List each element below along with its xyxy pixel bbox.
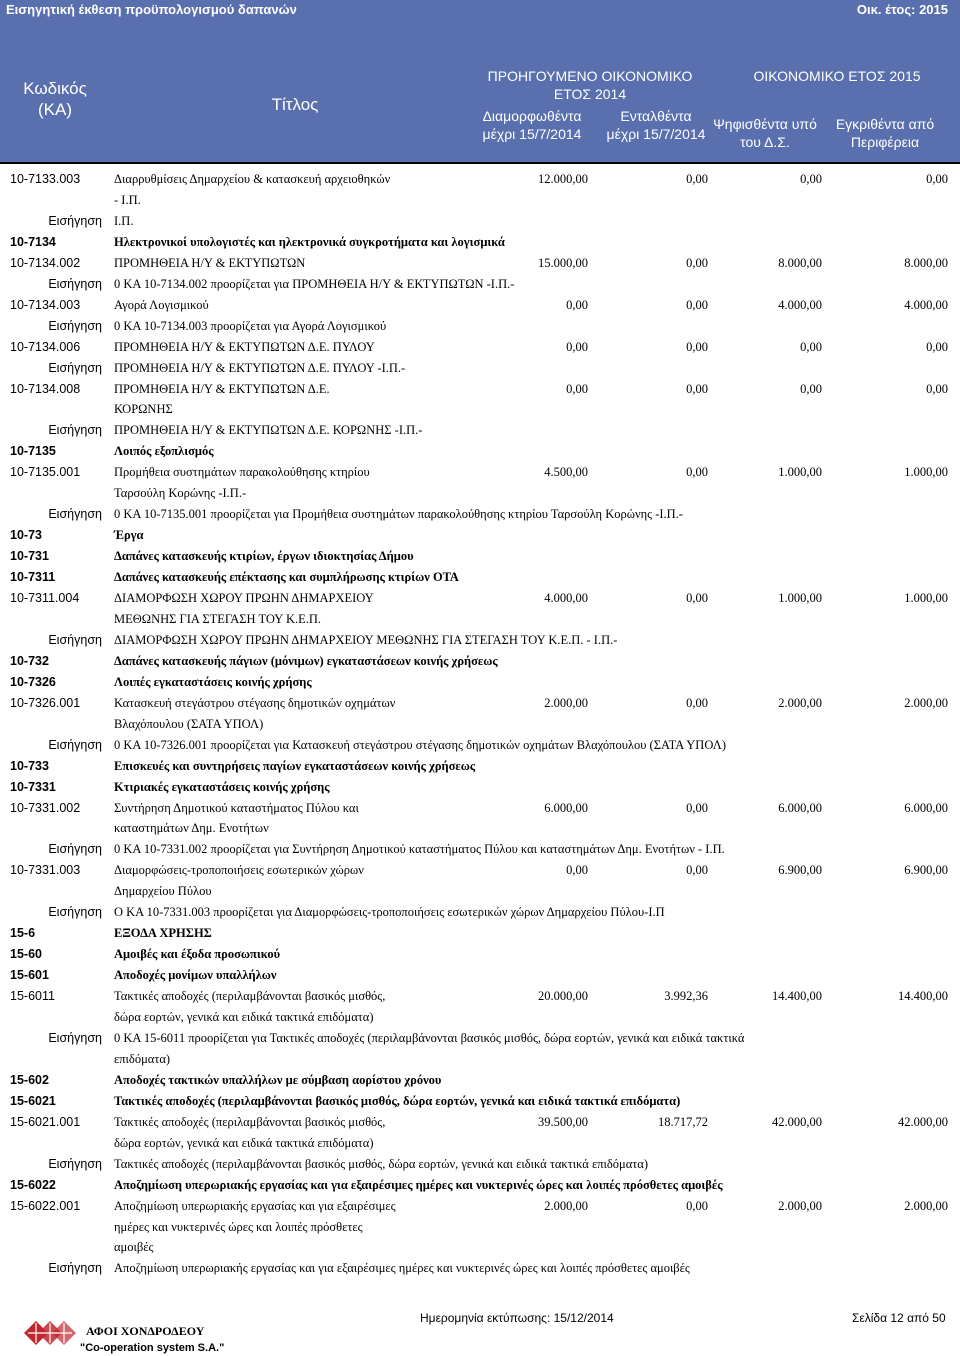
row-description: 0 ΚΑ 10-7326.001 προορίζεται για Κατασκευή στεγάστρου στέγασης δημοτικών οχημάτων Βλαχόπουλου (ΣΑΤΑ ΥΠΟΛ) (114, 737, 726, 752)
header-current-year: ΟΙΚΟΝΟΜΙΚΟ ΕΤΟΣ 2015 (753, 68, 921, 84)
row-description: Δημαρχείου Πύλου (114, 884, 212, 899)
row-description: ΚΟΡΩΝΗΣ (114, 402, 173, 417)
row-code: 15-6022 (10, 1177, 56, 1192)
table-row (0, 1155, 960, 1175)
table-row (0, 442, 960, 462)
row-description: 0 ΚΑ 10-7134.002 προορίζεται για ΠΡΟΜΗΘΕΙΑ Η/Υ & ΕΚΤΥΠΩΤΩΝ -Ι.Π.- (114, 276, 515, 291)
table-row (0, 547, 960, 567)
row-ordered-value: 0,00 (686, 172, 708, 186)
row-approved-value: 6.900,00 (904, 863, 948, 878)
row-description: Δαπάνες κατασκευής κτιρίων, έργων ιδιοκτησίας Δήμου (114, 549, 414, 564)
row-code: 10-7331.002 (10, 800, 81, 815)
print-date: Ημερομηνία εκτύπωσης: 15/12/2014 (420, 1311, 614, 1325)
row-description: Προμήθεια συστημάτων παρακολούθησης κτηρίου (114, 465, 370, 480)
table-row (0, 840, 960, 860)
table-row (0, 317, 960, 337)
row-description: Τακτικές αποδοχές (περιλαμβάνονται βασικός μισθός, (114, 1114, 386, 1129)
row-description: Τακτικές αποδοχές (περιλαμβάνονται βασικός μισθός, (114, 989, 386, 1004)
row-description: δώρα εορτών, γενικά και ειδικά τακτικά επιδόματα) (114, 1010, 374, 1024)
row-code: 10-7133.003 (10, 172, 81, 186)
row-ordered-value: 0,00 (686, 800, 708, 815)
table-row (0, 1092, 960, 1112)
table-row (0, 1238, 960, 1258)
row-label: Εισήγηση (48, 276, 102, 291)
row-code: 10-7326 (10, 674, 56, 689)
table-row (0, 296, 960, 316)
row-description: Τακτικές αποδοχές (περιλαμβάνονται βασικός μισθός, δώρα εορτών, γενικά και ειδικά τακτικά επιδόματα) (114, 1093, 681, 1108)
table-row (0, 1050, 960, 1070)
header-code: Κωδικός (ΚΑ) (23, 79, 87, 120)
row-voted-value: 1.000,00 (778, 591, 822, 605)
row-description: 0 ΚΑ 10-7134.003 προορίζεται για Αγορά Λογισμικού (114, 318, 387, 333)
table-row (0, 736, 960, 756)
row-description: Αποδοχές μονίμων υπαλλήλων (114, 968, 277, 983)
table-row (0, 1113, 960, 1133)
table-row (0, 610, 960, 630)
fiscal-year: Οικ. έτος: 2015 (856, 2, 948, 17)
row-code: 10-7134.006 (10, 339, 81, 354)
row-label: Εισήγηση (48, 507, 102, 522)
row-label: Εισήγηση (48, 1030, 102, 1045)
row-label: Εισήγηση (48, 1261, 102, 1276)
table-row (0, 380, 960, 400)
row-ordered-value: 0,00 (686, 381, 708, 396)
row-ordered-value: 0,00 (686, 863, 708, 878)
row-label: Εισήγηση (48, 318, 102, 333)
table-row (0, 1071, 960, 1091)
row-label: Εισήγηση (48, 360, 102, 375)
table-row (0, 1134, 960, 1154)
row-code: 10-7326.001 (10, 695, 81, 710)
row-code: 10-7331 (10, 779, 56, 794)
row-description: Δαπάνες κατασκευής επέκτασης και συμπλήρωσης κτιρίων ΟΤΑ (114, 570, 459, 585)
row-voted-value: 0,00 (800, 172, 822, 186)
row-code: 15-6021.001 (10, 1114, 81, 1129)
row-description: Συντήρηση Δημοτικού καταστήματος Πύλου και (114, 800, 359, 815)
row-approved-value: 0,00 (926, 172, 948, 186)
table-row (0, 1176, 960, 1196)
row-code: 10-7311.004 (10, 591, 80, 605)
row-approved-value: 2.000,00 (904, 695, 948, 710)
row-approved-value: 8.000,00 (904, 255, 948, 270)
row-code: 15-6011 (10, 989, 55, 1004)
row-code: 15-6022.001 (10, 1198, 81, 1213)
table-row (0, 1029, 960, 1049)
header-col-approved: Εγκριθέντα από Περιφέρεια (835, 116, 935, 150)
row-description: Αποζημίωση υπερωριακής εργασίας και για εξαιρέσιμες (114, 1198, 396, 1213)
top-bar (0, 0, 960, 20)
row-label: Εισήγηση (48, 737, 102, 752)
row-description: ΠΡΟΜΗΘΕΙΑ Η/Υ & ΕΚΤΥΠΩΤΩΝ (114, 255, 306, 270)
row-voted-value: 6.900,00 (778, 863, 822, 878)
table-row (0, 673, 960, 693)
row-formed-value: 0,00 (566, 381, 588, 396)
row-code: 10-732 (10, 653, 49, 668)
row-code: 10-73 (10, 528, 42, 543)
table-row (0, 233, 960, 253)
row-description: Ο ΚΑ 10-7331.003 προορίζεται για Διαμορφώσεις-τροποποιήσεις εσωτερικών χώρων Δημαρχείου Πύλου-Ι.Π (114, 905, 665, 920)
row-voted-value: 6.000,00 (778, 800, 822, 815)
row-description: Αποζημίωση υπερωριακής εργασίας και για εξαιρέσιμες ημέρες και νυκτερινές ώρες και λοιπές πρόσθετες αμοιβές (114, 1177, 723, 1192)
row-formed-value: 2.000,00 (544, 1198, 588, 1213)
table-row (0, 757, 960, 777)
table-row (0, 275, 960, 295)
table-row (0, 924, 960, 944)
table-row (0, 463, 960, 483)
table-row (0, 1197, 960, 1217)
table-row (0, 715, 960, 735)
table-row (0, 191, 960, 211)
company-tagline: "Co-operation system S.A." (80, 1342, 225, 1354)
header-prev-year: ΠΡΟΗΓΟΥΜΕΝΟ ΟΙΚΟΝΟΜΙΚΟ ΕΤΟΣ 2014 (487, 68, 693, 102)
table-row (0, 778, 960, 798)
table-row (0, 589, 960, 609)
row-voted-value: 0,00 (800, 339, 822, 354)
row-description: ΠΡΟΜΗΘΕΙΑ Η/Υ & ΕΚΤΥΠΩΤΩΝ Δ.Ε. ΠΥΛΟΥ (114, 339, 375, 354)
row-voted-value: 42.000,00 (772, 1114, 822, 1129)
table-row (0, 945, 960, 965)
row-description: Αποδοχές τακτικών υπαλλήλων με σύμβαση αορίστου χρόνου (114, 1072, 442, 1087)
row-code: 10-7135 (10, 444, 56, 459)
row-description: - Ι.Π. (114, 192, 141, 207)
row-approved-value: 1.000,00 (904, 591, 948, 605)
row-label: Εισήγηση (48, 905, 102, 920)
table-row (0, 505, 960, 525)
row-description: Ηλεκτρονικοί υπολογιστές και ηλεκτρονικά συγκροτήματα και λογισμικά (114, 234, 505, 249)
row-formed-value: 0,00 (566, 339, 588, 354)
page-number: Σελίδα 12 από 50 (852, 1311, 946, 1325)
row-description: ΠΡΟΜΗΘΕΙΑ Η/Υ & ΕΚΤΥΠΩΤΩΝ Δ.Ε. ΚΟΡΩΝΗΣ -Ι.Π.- (114, 423, 423, 438)
row-description: Βλαχόπουλου (ΣΑΤΑ ΥΠΟΛ) (114, 716, 264, 731)
row-description: 0 ΚΑ 10-7331.002 προορίζεται για Συντήρηση Δημοτικού καταστήματος Πύλου και καταστημάτων Δημ. Ενοτήτων - Ι.Π. (114, 842, 725, 857)
row-voted-value: 0,00 (800, 381, 822, 396)
table-row (0, 882, 960, 902)
row-ordered-value: 0,00 (686, 695, 708, 710)
row-description: ΔΙΑΜΟΡΦΩΣΗ ΧΩΡΟΥ ΠΡΩΗΝ ΔΗΜΑΡΧΕΙΟΥ (114, 591, 374, 605)
report-title: Εισηγητική έκθεση προϋπολογισμού δαπανών (6, 2, 297, 17)
table-row (0, 1218, 960, 1238)
row-code: 10-731 (10, 549, 49, 564)
table-row (0, 484, 960, 504)
row-description: Δαπάνες κατασκευής πάγιων (μόνιμων) εγκαταστάσεων κοινής χρήσεως (114, 653, 498, 668)
row-description: Αποζημίωση υπερωριακής εργασίας και για εξαιρέσιμες ημέρες και νυκτερινές ώρες και λοιπές πρόσθετες αμοιβές (114, 1261, 690, 1276)
table-row (0, 819, 960, 839)
row-description: Κτιριακές εγκαταστάσεις κοινής χρήσης (114, 779, 330, 794)
row-code: 10-7134.003 (10, 297, 81, 312)
row-description: ΠΡΟΜΗΘΕΙΑ Η/Υ & ΕΚΤΥΠΩΤΩΝ Δ.Ε. (114, 381, 330, 396)
row-code: 10-7134.008 (10, 381, 81, 396)
row-code: 15-601 (10, 968, 49, 983)
row-description: Ταρσούλη Κορώνης -Ι.Π.- (114, 486, 247, 501)
table-row (0, 212, 960, 232)
header-col-ordered: Ενταλθέντα μέχρι 15/7/2014 (606, 108, 706, 142)
row-approved-value: 1.000,00 (904, 465, 948, 480)
row-description: ΠΡΟΜΗΘΕΙΑ Η/Υ & ΕΚΤΥΠΩΤΩΝ Δ.Ε. ΠΥΛΟΥ -Ι.Π.- (114, 360, 406, 375)
row-formed-value: 20.000,00 (538, 989, 588, 1004)
row-description: Έργα (114, 528, 144, 543)
table-row (0, 170, 960, 190)
row-description: Επισκευές και συντηρήσεις παγίων εγκαταστάσεων κοινής χρήσεως (114, 758, 476, 773)
table-row (0, 799, 960, 819)
row-description: Διαμορφώσεις-τροποποιήσεις εσωτερικών χώρων (114, 863, 364, 878)
row-code: 10-7135.001 (10, 465, 81, 480)
header-divider (0, 162, 960, 164)
table-row (0, 526, 960, 546)
row-description: Αγορά Λογισμικού (114, 297, 209, 312)
row-ordered-value: 0,00 (686, 465, 708, 480)
table-row (0, 903, 960, 923)
table-row (0, 652, 960, 672)
row-description: αμοιβές (114, 1240, 154, 1255)
row-approved-value: 0,00 (926, 381, 948, 396)
table-row (0, 1008, 960, 1028)
table-row (0, 987, 960, 1007)
row-voted-value: 8.000,00 (778, 255, 822, 270)
row-code: 15-6021 (10, 1093, 56, 1108)
row-voted-value: 4.000,00 (778, 297, 822, 312)
row-description: δώρα εορτών, γενικά και ειδικά τακτικά επιδόματα) (114, 1135, 374, 1150)
table-row (0, 694, 960, 714)
header-col-formed: Διαμορφωθέντα μέχρι 15/7/2014 (482, 108, 582, 142)
row-description: ημέρες και νυκτερινές ώρες και λοιπές πρόσθετες (114, 1219, 363, 1234)
table-header (0, 20, 960, 162)
row-code: 10-7134.002 (10, 255, 81, 270)
table-row (0, 1259, 960, 1279)
row-code: 10-7311 (10, 570, 56, 585)
row-formed-value: 2.000,00 (544, 695, 588, 710)
row-formed-value: 6.000,00 (544, 800, 588, 815)
table-row (0, 254, 960, 274)
row-voted-value: 2.000,00 (778, 695, 822, 710)
row-ordered-value: 0,00 (686, 1198, 708, 1213)
row-approved-value: 2.000,00 (904, 1198, 948, 1213)
row-code: 10-7134 (10, 234, 56, 249)
row-approved-value: 42.000,00 (898, 1114, 948, 1129)
row-description: καταστημάτων Δημ. Ενοτήτων (114, 821, 269, 836)
row-description: Τακτικές αποδοχές (περιλαμβάνονται βασικός μισθός, δώρα εορτών, γενικά και ειδικά τακτικά επιδόματα) (114, 1156, 648, 1171)
table-row (0, 400, 960, 420)
row-ordered-value: 0,00 (686, 339, 708, 354)
row-code: 15-60 (10, 947, 42, 962)
row-voted-value: 2.000,00 (778, 1198, 822, 1213)
row-code: 15-6 (10, 926, 36, 941)
row-description: Κατασκευή στεγάστρου στέγασης δημοτικών οχημάτων (114, 695, 396, 710)
row-approved-value: 4.000,00 (904, 297, 948, 312)
row-description: Λοιπές εγκαταστάσεις κοινής χρήσης (114, 674, 312, 689)
table-row (0, 568, 960, 588)
row-formed-value: 12.000,00 (538, 172, 588, 186)
row-label: Εισήγηση (48, 1156, 102, 1171)
row-voted-value: 1.000,00 (778, 465, 822, 480)
row-description: ΜΕΘΩΝΗΣ ΓΙΑ ΣΤΕΓΑΣΗ ΤΟΥ Κ.Ε.Π. (114, 611, 322, 626)
row-formed-value: 39.500,00 (538, 1114, 588, 1129)
row-description: επιδόματα) (114, 1051, 171, 1066)
table-row (0, 359, 960, 379)
row-description: 0 ΚΑ 10-7135.001 προορίζεται για Προμήθεια συστημάτων παρακολούθησης κτηρίου Ταρσούλη Κορώνης -Ι.Π.- (114, 507, 683, 522)
row-formed-value: 0,00 (566, 297, 588, 312)
row-approved-value: 6.000,00 (904, 800, 948, 815)
table-row (0, 861, 960, 881)
header-title: Τίτλος (271, 95, 319, 114)
header-col-voted: Ψηφισθέντα υπό του Δ.Σ. (713, 116, 817, 150)
row-ordered-value: 0,00 (686, 297, 708, 312)
row-code: 15-602 (10, 1072, 49, 1087)
row-description: Αμοιβές και έξοδα προσωπικού (114, 947, 281, 962)
row-approved-value: 0,00 (926, 339, 948, 354)
row-voted-value: 14.400,00 (772, 989, 822, 1004)
row-formed-value: 0,00 (566, 863, 588, 878)
table-row (0, 966, 960, 986)
row-code: 10-7331.003 (10, 863, 81, 878)
row-formed-value: 4.500,00 (544, 465, 588, 480)
row-description: 0 ΚΑ 15-6011 προορίζεται για Τακτικές αποδοχές (περιλαμβάνονται βασικός μισθός, δώρα εορτών, γενικά και ειδικά τακτικά (114, 1030, 745, 1045)
row-ordered-value: 3.992,36 (664, 989, 708, 1004)
row-formed-value: 15.000,00 (538, 255, 588, 270)
row-formed-value: 4.000,00 (544, 591, 588, 605)
row-description: Διαρρυθμίσεις Δημαρχείου & κατασκευή αρχειοθηκών (114, 172, 391, 186)
row-description: Λοιπός εξοπλισμός (114, 444, 214, 459)
row-description: ΔΙΑΜΟΡΦΩΣΗ ΧΩΡΟΥ ΠΡΩΗΝ ΔΗΜΑΡΧΕΙΟΥ ΜΕΘΩΝΗΣ ΓΙΑ ΣΤΕΓΑΣΗ ΤΟΥ Κ.Ε.Π. - Ι.Π.- (114, 632, 618, 647)
table-row (0, 421, 960, 441)
row-label: Εισήγηση (48, 842, 102, 857)
row-approved-value: 14.400,00 (898, 989, 948, 1004)
row-label: Εισήγηση (48, 213, 102, 228)
row-label: Εισήγηση (48, 632, 102, 647)
row-ordered-value: 0,00 (686, 255, 708, 270)
company-name: ΑΦΟΙ ΧΟΝΔΡΟΔΕΟΥ (86, 1324, 205, 1338)
row-label: Εισήγηση (48, 423, 102, 438)
table-row (0, 338, 960, 358)
row-description: ΕΞΟΔΑ ΧΡΗΣΗΣ (114, 926, 212, 941)
company-logo-icon (20, 1315, 84, 1351)
row-code: 10-733 (10, 758, 49, 773)
row-ordered-value: 0,00 (686, 591, 708, 605)
row-ordered-value: 18.717,72 (658, 1114, 708, 1129)
row-description: Ι.Π. (114, 213, 134, 228)
table-row (0, 631, 960, 651)
